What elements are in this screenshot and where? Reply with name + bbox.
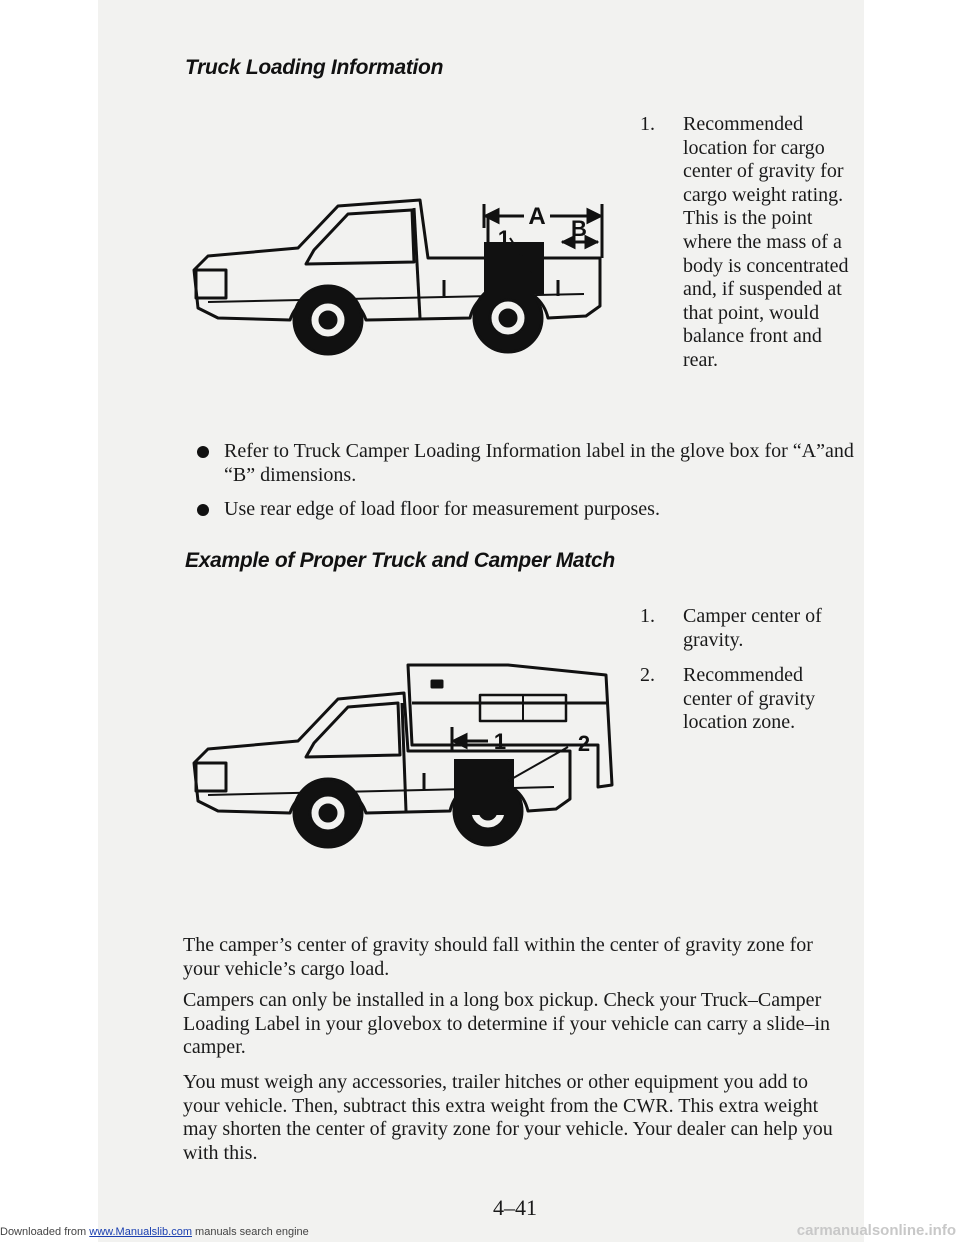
bullet-item	[197, 498, 857, 522]
bullet-dot-icon	[197, 504, 209, 516]
cargo-center-zone	[484, 242, 544, 294]
body-paragraph: You must weigh any accessories, trailer hitches or other equipment you add to your vehicle. Then, subtract this extra weight from the CWR. This extra weight may shorten the center of gravity zone for your vehicle. Your dealer can help you with this.	[183, 1071, 833, 1164]
truck-cargo-diagram	[188, 178, 620, 368]
dimension-a-label: A	[528, 203, 546, 230]
download-footer	[0, 1226, 309, 1238]
camper-callout-2-label: 2	[577, 731, 591, 756]
body-paragraph: The camper’s center of gravity should fall within the center of gravity zone for your vehicle’s cargo load.	[183, 934, 813, 980]
figure2-callout-1	[640, 605, 850, 652]
bullet-text: Use rear edge of load floor for measurement purposes.	[224, 498, 660, 521]
callout-text: Recommended location for cargo center of gravity for cargo weight rating. This is the point where the mass of a body is concentrated and, if suspended at that point, would balance front and rear.	[683, 113, 849, 371]
callout-text: Recommended center of gravity location zone.	[683, 664, 816, 734]
figure2-callout-list	[640, 605, 850, 747]
figure1-callout-list	[640, 113, 850, 385]
center-of-gravity-zone	[454, 759, 514, 815]
figure2-callout-2	[640, 664, 850, 735]
dimension-b-label: B	[571, 216, 587, 241]
page-number: 4–41	[493, 1195, 537, 1220]
bullet-dot-icon	[197, 446, 209, 458]
callout-text: Camper center of gravity.	[683, 605, 822, 651]
footer-prefix: Downloaded from	[0, 1226, 90, 1238]
callout-number: 1.	[640, 605, 655, 627]
callout-number: 1.	[640, 113, 655, 135]
bullet-text: Refer to Truck Camper Loading Information label in the glove box for “A”and “B” dimensions.	[224, 440, 854, 486]
footer-suffix: manuals search engine	[191, 1226, 309, 1238]
manualslib-link[interactable]: www.Manualslib.com	[89, 1226, 192, 1238]
callout-1-label: 1	[497, 226, 511, 251]
section-heading-example: Example of Proper Truck and Camper Match	[185, 549, 615, 572]
figure1-callout-1	[640, 113, 850, 373]
camper-callout-1-label: 1	[493, 729, 507, 754]
watermark: carmanualsonline.info	[796, 1222, 956, 1239]
callout-number: 2.	[640, 664, 655, 687]
truck-camper-diagram	[188, 655, 620, 860]
instruction-bullets	[197, 440, 857, 533]
section-heading-truck-loading: Truck Loading Information	[185, 56, 444, 79]
bullet-item	[197, 440, 857, 487]
body-paragraph: Campers can only be installed in a long box pickup. Check your Truck–Camper Loading Label in your glovebox to determine if your vehicle can carry a slide–in camper.	[183, 989, 831, 1059]
